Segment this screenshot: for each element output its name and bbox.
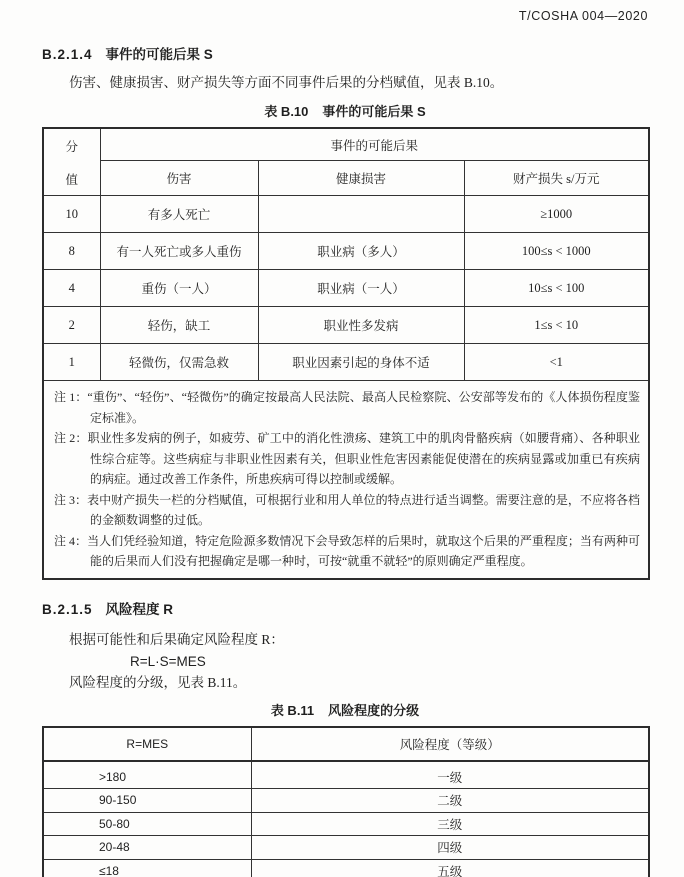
paragraph-b215-ref: 风险程度的分级，见表 B.11。 — [69, 674, 247, 690]
table-cell-property: 10≤s < 100 — [464, 270, 649, 307]
table-header-row — [43, 727, 649, 761]
table-cell-injury: 重伤（一人） — [100, 270, 258, 307]
column-header: 财产损失 s/万元 — [464, 161, 649, 196]
note-text: 表中财产损失一栏的分档赋值，可根据行业和用人单位的特点进行适当调整。需要注意的是，不应将各档的金额数调整的过低。 — [87, 492, 641, 527]
table-cell-property: 100≤s < 1000 — [464, 233, 649, 270]
table-cell-level: 二级 — [251, 789, 649, 813]
note-text: 职业性多发病的例子，如疲劳、矿工中的消化性溃疡、建筑工中的肌肉骨骼疾病（如腰背痛）、各种职业性综合症等。这些病症与非职业性因素有关，但职业性危害因素能促使潜在的疾病显露或加重已有疾病的病症。通过改善工作条件，所患疾病可得以控制或缓解。 — [87, 431, 641, 486]
section-number: B.2.1.5 — [42, 601, 93, 617]
table-row — [43, 307, 649, 344]
table-cell-health: 职业因素引起的身体不适 — [258, 344, 464, 381]
column-header: 健康损害 — [258, 161, 464, 196]
table-cell-health: 职业病（多人） — [258, 233, 464, 270]
section-heading-b214 — [42, 43, 648, 63]
table-row — [43, 812, 649, 836]
table-cell-injury: 轻微伤，仅需急救 — [100, 344, 258, 381]
table-b10-caption — [42, 104, 648, 120]
table-cell-range: >180 — [43, 761, 251, 789]
section-title: 事件的可能后果 S — [105, 47, 213, 62]
table-cell-value: 1 — [43, 344, 100, 381]
table-row — [43, 859, 649, 877]
corner-header-cell — [43, 128, 100, 196]
table-caption-label: 表 B.10 — [264, 104, 309, 119]
table-note-2 — [54, 428, 640, 490]
risk-formula: R=L·S=MES — [130, 653, 206, 669]
table-cell-health: 职业病（一人） — [258, 270, 464, 307]
corner-header-bottom: 值 — [65, 172, 78, 187]
section-number: B.2.1.4 — [42, 47, 93, 62]
table-cell-property: <1 — [464, 344, 649, 381]
doc-number: T/COSHA 004—2020 — [518, 9, 648, 23]
note-text: 当人们凭经验知道，特定危险源多数情况下会导致怎样的后果时，就取这个后果的严重程度；当有两种可能的后果而人们没有把握确定是哪一种时，可按“就重不就轻”的原则确定严重程度。 — [87, 533, 641, 568]
table-cell-value: 2 — [43, 307, 100, 344]
table-cell-range: 90-150 — [43, 789, 251, 813]
table-cell-value: 10 — [43, 196, 100, 233]
table-cell-value: 8 — [43, 233, 100, 270]
table-notes-row — [43, 381, 649, 579]
table-cell-health — [258, 196, 464, 233]
table-cell-health: 职业性多发病 — [258, 307, 464, 344]
table-row — [43, 196, 649, 233]
table-row — [43, 761, 649, 789]
table-cell-level: 五级 — [251, 859, 649, 877]
note-label: 注 2： — [54, 431, 88, 445]
table-caption-title: 事件的可能后果 S — [322, 104, 426, 119]
paragraph-b214: 伤害、健康损害、财产损失等方面不同事件后果的分档赋值，见表 B.10。 — [69, 75, 504, 90]
table-cell-range: 20-48 — [43, 836, 251, 860]
table-cell-property: ≥1000 — [464, 196, 649, 233]
table-caption-label: 表 B.11 — [270, 702, 315, 718]
note-label: 注 3： — [54, 492, 88, 507]
note-text: “重伤”、“轻伤”、“轻微伤”的确定按最高人民法院、最高人民检察院、公安部等发布的《人体损伤程度鉴定标准》。 — [87, 390, 640, 425]
table-cell-injury: 有一人死亡或多人重伤 — [100, 233, 258, 270]
table-cell-injury: 有多人死亡 — [100, 196, 258, 233]
table-notes-cell — [43, 381, 649, 579]
table-caption-title: 风险程度的分级 — [328, 702, 420, 718]
column-header-level: 风险程度（等级） — [251, 727, 649, 761]
table-cell-value: 4 — [43, 270, 100, 307]
table-cell-injury: 轻伤，缺工 — [100, 307, 258, 344]
table-b10 — [42, 127, 650, 580]
table-cell-range: ≤18 — [43, 859, 251, 877]
note-label: 注 1： — [54, 390, 88, 404]
paragraph-b215-intro: 根据可能性和后果确定风险程度 R： — [69, 631, 284, 647]
table-subheader-row — [43, 161, 649, 196]
group-header-cell: 事件的可能后果 — [100, 128, 649, 161]
table-cell-level: 四级 — [251, 836, 649, 860]
table-row — [43, 836, 649, 860]
table-cell-level: 一级 — [251, 761, 649, 789]
table-row — [43, 344, 649, 381]
section-title: 风险程度 R — [105, 601, 174, 617]
table-b11 — [42, 726, 650, 877]
table-cell-range: 50-80 — [43, 812, 251, 836]
table-cell-level: 三级 — [251, 812, 649, 836]
table-cell-property: 1≤s < 10 — [464, 307, 649, 344]
section-heading-b215 — [42, 598, 648, 618]
table-row — [43, 789, 649, 813]
table-note-1 — [54, 387, 640, 428]
corner-header-top: 分 — [65, 139, 78, 154]
table-b11-caption — [42, 703, 648, 719]
table-header-row — [43, 128, 649, 161]
table-row — [43, 270, 649, 307]
column-header: 伤害 — [100, 161, 258, 196]
note-label: 注 4： — [54, 533, 88, 548]
table-row — [43, 233, 649, 270]
table-note-3 — [54, 490, 640, 531]
column-header-rmes: R=MES — [43, 727, 251, 761]
table-note-4 — [54, 531, 640, 572]
